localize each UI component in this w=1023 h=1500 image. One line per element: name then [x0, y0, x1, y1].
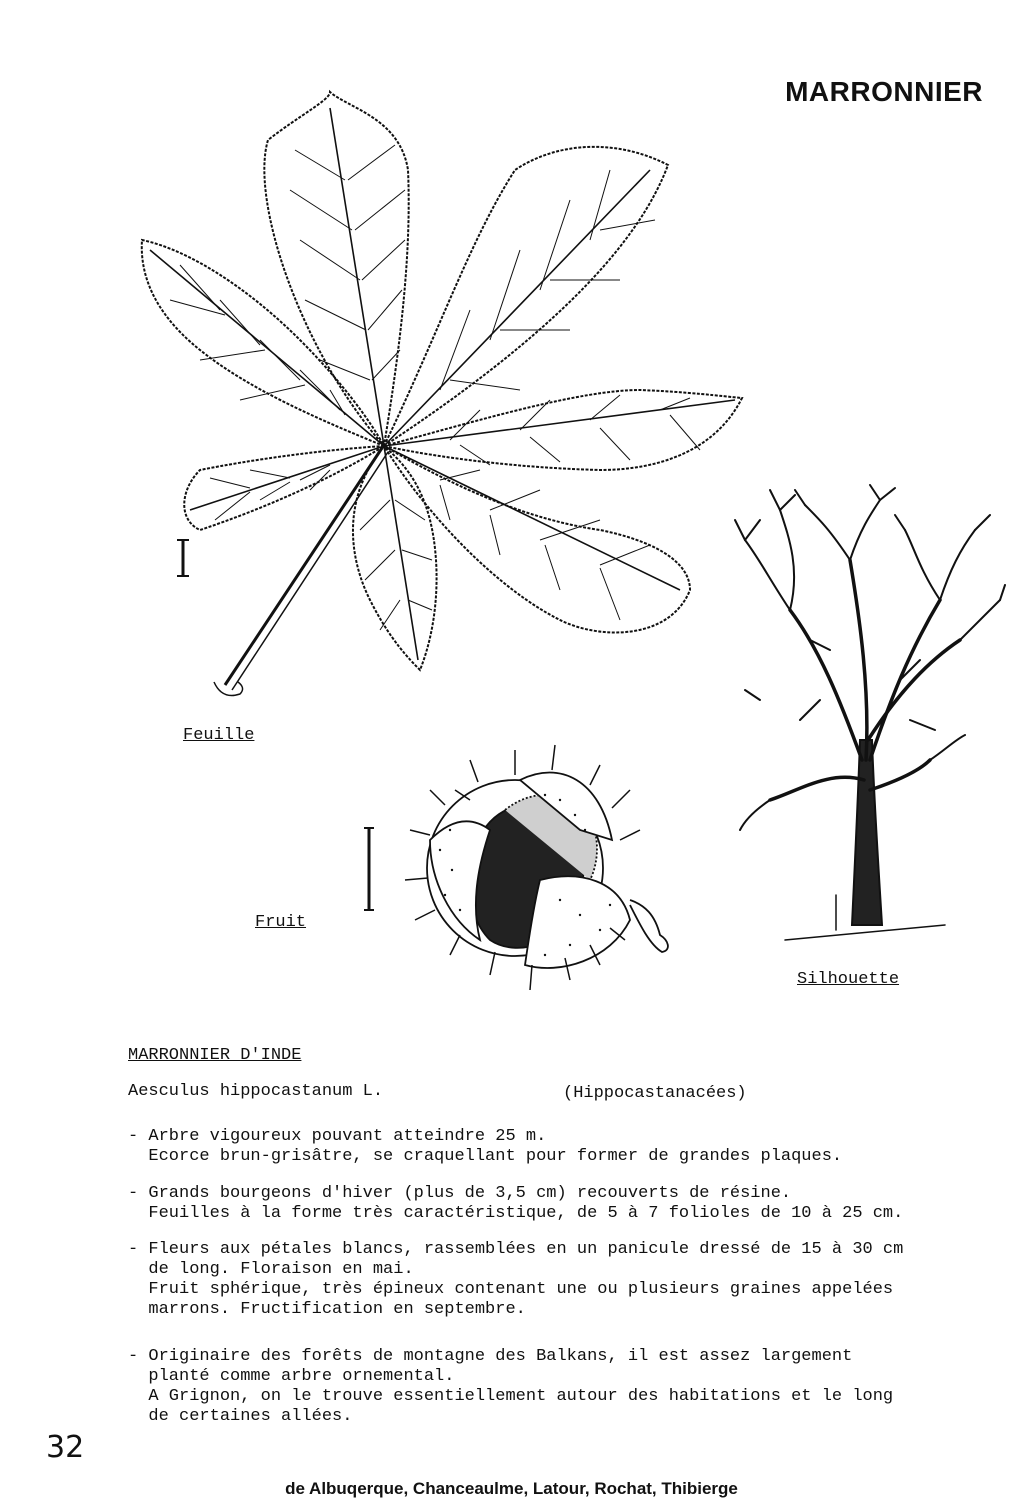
fruit-drawing	[405, 745, 668, 990]
fruit-scale-bar	[364, 828, 374, 910]
leaf-scale-bar	[177, 540, 189, 576]
tree-silhouette-drawing	[735, 485, 1005, 940]
species-family: (Hippocastanacées)	[563, 1084, 747, 1103]
page-number: 32	[46, 1430, 85, 1465]
description-bullet-1: - Arbre vigoureux pouvant atteindre 25 m. Ecorce brun-grisâtre, se craquellant pour former de grandes plaques.	[128, 1127, 843, 1166]
species-common-name: MARRONNIER D'INDE	[128, 1046, 302, 1065]
leaf-drawing	[142, 92, 742, 696]
silhouette-caption: Silhouette	[797, 970, 900, 989]
species-latin-name: Aesculus hippocastanum L.	[128, 1082, 384, 1101]
description-bullet-3: - Fleurs aux pétales blancs, rassemblées en un panicule dressé de 15 à 30 cm de long. Floraison en mai. Fruit sphérique, très épineux contenant une ou plusieurs graines appelées marrons. Fructification en septembre.	[128, 1240, 904, 1319]
description-bullet-2: - Grands bourgeons d'hiver (plus de 3,5 cm) recouverts de résine. Feuilles à la forme très caractéristique, de 5 à 7 folioles de 10 à 25 cm.	[128, 1184, 904, 1223]
leaf-caption: Feuille	[183, 726, 255, 745]
page-title: MARRONNIER	[785, 76, 983, 107]
fruit-caption: Fruit	[255, 913, 307, 932]
footer-authors: de Albuqerque, Chanceaulme, Latour, Rochat, Thibierge	[285, 1479, 738, 1498]
description-bullet-4: - Originaire des forêts de montagne des Balkans, il est assez largement planté comme arbre ornemental. A Grignon, on le trouve essentiellement autour des habitations et le long de certaines allées.	[128, 1347, 894, 1426]
